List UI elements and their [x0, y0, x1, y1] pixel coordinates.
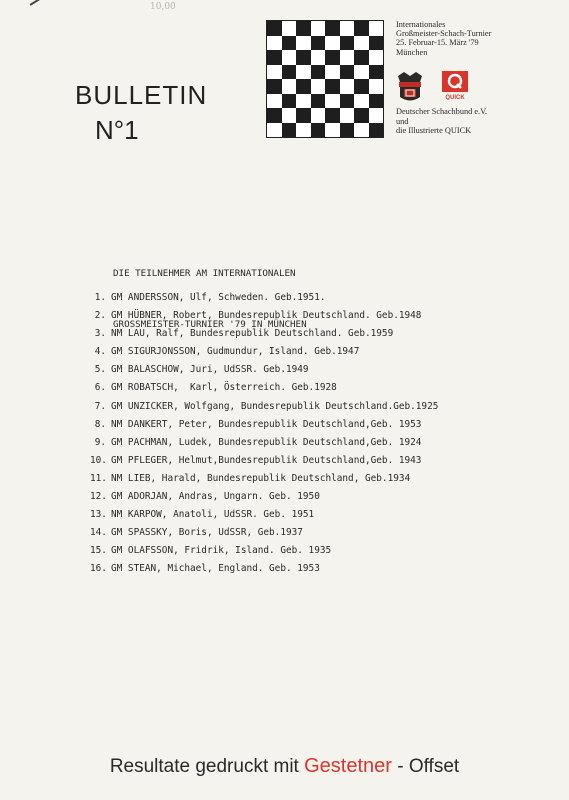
board-square: [267, 36, 282, 51]
board-square: [325, 36, 340, 51]
participant-row: [90, 419, 438, 437]
participant-number: 14.: [90, 527, 107, 539]
participant-entry: GM ANDERSSON, Ulf, Schweden. Geb.1951.: [111, 292, 326, 303]
board-square: [267, 94, 282, 109]
board-square: [354, 65, 369, 80]
board-square: [311, 79, 326, 94]
participant-row: [90, 382, 438, 400]
board-square: [267, 50, 282, 65]
board-square: [267, 108, 282, 123]
board-square: [354, 36, 369, 51]
board-square: [296, 94, 311, 109]
board-square: [296, 65, 311, 80]
board-square: [311, 21, 326, 36]
participant-number: 6.: [94, 382, 106, 394]
schachbund-emblem-icon: [394, 70, 426, 104]
participant-row: [90, 310, 438, 328]
board-square: [311, 50, 326, 65]
board-square: [340, 65, 355, 80]
participant-number: 1.: [94, 292, 106, 303]
board-square: [282, 36, 297, 51]
participant-entry: GM SIGURJONSSON, Gudmundur, Island. Geb.1947: [111, 346, 360, 358]
participant-row: [90, 328, 438, 346]
participant-entry: GM ADORJAN, Andras, Ungarn. Geb. 1950: [111, 491, 320, 503]
participant-number: 10.: [90, 454, 107, 466]
board-square: [325, 65, 340, 80]
board-square: [340, 108, 355, 123]
sponsor-line: Deutscher Schachbund e.V.: [396, 107, 488, 116]
participant-number: 9.: [94, 436, 106, 448]
heading-line: DIE TEILNEHMER AM INTERNATIONALEN: [113, 268, 296, 279]
tournament-info-line: Internationales: [396, 20, 446, 29]
board-square: [369, 36, 384, 51]
participant-entry: GM HÜBNER, Robert, Bundesrepublik Deutschland. Geb.1948: [111, 310, 422, 322]
board-square: [369, 79, 384, 94]
footer-prefix: Resultate gedruckt mit: [109, 756, 305, 777]
board-square: [311, 65, 326, 80]
sponsor-line: und: [396, 116, 409, 126]
board-square: [340, 94, 355, 109]
board-square: [369, 123, 384, 138]
footer-line: [0, 755, 569, 778]
pen-mark: [30, 0, 46, 5]
participant-row: [90, 509, 438, 527]
board-square: [340, 79, 355, 94]
participant-row: [90, 527, 438, 545]
board-square: [325, 123, 340, 138]
board-square: [296, 21, 311, 36]
board-square: [296, 108, 311, 123]
board-square: [340, 21, 355, 36]
tournament-info-line: München: [396, 47, 428, 57]
board-square: [282, 108, 297, 123]
participant-number: 3.: [94, 328, 106, 340]
board-square: [369, 21, 384, 36]
participant-entry: GM BALASCHOW, Juri, UdSSR. Geb.1949: [111, 364, 309, 376]
board-square: [267, 123, 282, 138]
participant-entry: NM DANKERT, Peter, Bundesrepublik Deutschland,Geb. 1953: [111, 418, 422, 430]
participant-row: [90, 455, 438, 473]
board-square: [296, 79, 311, 94]
participant-row: [90, 563, 438, 581]
board-square: [369, 65, 384, 80]
participant-row: [90, 437, 438, 455]
board-square: [325, 108, 340, 123]
sponsor-info: [396, 107, 487, 136]
board-square: [325, 50, 340, 65]
board-square: [282, 79, 297, 94]
board-square: [354, 21, 369, 36]
participant-number: 4.: [94, 346, 106, 358]
participant-number: 7.: [94, 400, 106, 412]
board-square: [311, 108, 326, 123]
heading-line: GROSSMEISTER-TURNIER '79 IN MÜNCHEN: [113, 319, 307, 330]
participant-number: 13.: [90, 509, 107, 521]
board-square: [325, 79, 340, 94]
participant-entry: GM STEAN, Michael, England. Geb. 1953: [111, 563, 320, 575]
participant-list: [90, 292, 438, 582]
board-square: [311, 123, 326, 138]
participant-row: [90, 545, 438, 563]
participant-row: [90, 491, 438, 509]
participant-entry: NM LIEB, Harald, Bundesrepublik Deutschland, Geb.1934: [111, 472, 411, 484]
participant-entry: NM LAU, Ralf, Bundesrepublik Deutschland. Geb.1959: [111, 328, 394, 340]
participant-entry: GM OLAFSSON, Fridrik, Island. Geb. 1935: [111, 545, 332, 557]
board-square: [354, 79, 369, 94]
participant-number: 8.: [94, 418, 106, 430]
board-square: [325, 21, 340, 36]
chessboard-logo: [266, 20, 384, 138]
participant-entry: GM UNZICKER, Wolfgang, Bundesrepublik Deutschland.Geb.1925: [111, 400, 439, 412]
board-square: [369, 94, 384, 109]
participant-row: [90, 346, 438, 364]
board-square: [282, 94, 297, 109]
board-square: [354, 108, 369, 123]
participant-row: [90, 364, 438, 382]
board-square: [267, 65, 282, 80]
tournament-info: [396, 20, 491, 57]
participant-entry: GM PFLEGER, Helmut,Bundesrepublik Deutschland,Geb. 1943: [111, 454, 422, 466]
participant-number: 12.: [90, 491, 107, 503]
tournament-info-line: 25. Februar-15. März '79: [396, 38, 479, 48]
board-square: [282, 50, 297, 65]
participant-number: 5.: [94, 364, 106, 376]
board-square: [354, 123, 369, 138]
board-square: [311, 36, 326, 51]
quick-logo-text: QUICK: [445, 95, 465, 100]
footer-suffix: - Offset: [391, 756, 460, 777]
board-square: [369, 108, 384, 123]
bulletin-number: N°1: [95, 115, 139, 145]
participant-entry: GM ROBATSCH, Karl, Österreich. Geb.1928: [111, 382, 337, 394]
bulletin-title: BULLETIN: [75, 80, 208, 110]
participant-row: [90, 401, 438, 419]
participant-number: 15.: [90, 545, 107, 557]
board-square: [340, 36, 355, 51]
sponsor-line: die Illustrierte QUICK: [396, 126, 472, 135]
board-square: [267, 21, 282, 36]
board-square: [369, 50, 384, 65]
quick-logo: [440, 70, 470, 100]
gestetner-brand: Gestetner: [304, 755, 392, 777]
board-square: [296, 50, 311, 65]
participant-number: 16.: [90, 563, 107, 575]
participant-row: [90, 473, 438, 491]
pencil-note: 10,00: [150, 2, 176, 12]
board-square: [296, 123, 311, 138]
participant-number: 2.: [94, 310, 106, 322]
board-square: [325, 94, 340, 109]
board-square: [311, 94, 326, 109]
board-square: [340, 50, 355, 65]
participant-number: 11.: [90, 472, 107, 484]
bleed-through-shadow: [60, 140, 330, 149]
board-square: [354, 50, 369, 65]
board-square: [354, 94, 369, 109]
board-square: [282, 123, 297, 138]
participant-entry: GM SPASSKY, Boris, UdSSR, Geb.1937: [111, 527, 303, 539]
participant-row: [90, 292, 438, 310]
board-square: [296, 36, 311, 51]
board-square: [267, 79, 282, 94]
board-square: [282, 21, 297, 36]
participant-entry: GM PACHMAN, Ludek, Bundesrepublik Deutschland,Geb. 1924: [111, 436, 422, 448]
participant-entry: NM KARPOW, Anatoli, UdSSR. Geb. 1951: [111, 509, 315, 521]
board-square: [282, 65, 297, 80]
tournament-info-line: Großmeister-Schach-Turnier: [396, 29, 492, 39]
board-square: [340, 123, 355, 138]
